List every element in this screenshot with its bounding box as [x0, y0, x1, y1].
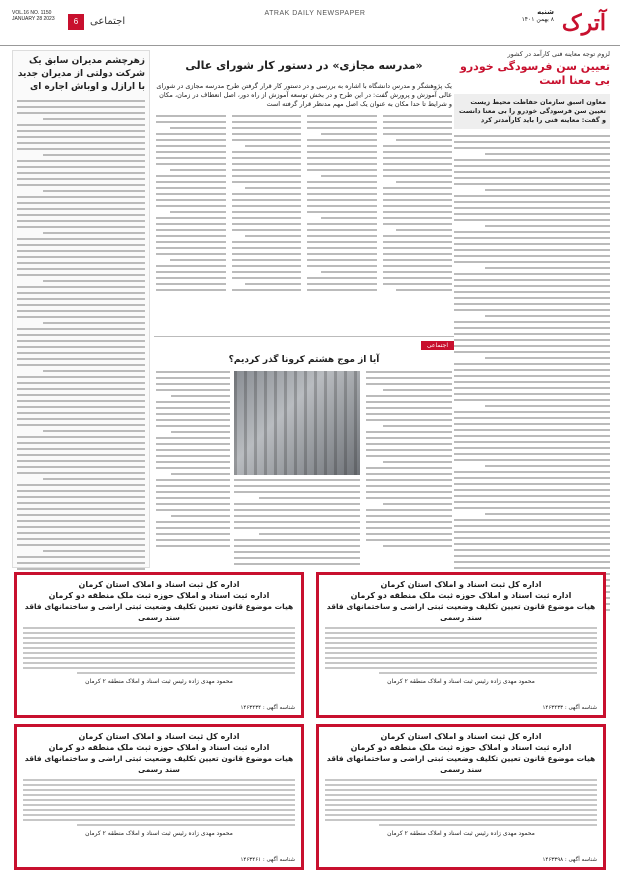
notice-office: اداره ثبت اسناد و املاک حوزه ثبت ملک منطقه دو کرمان: [350, 591, 572, 600]
category-tag: اجتماعی: [421, 341, 454, 350]
middle-top-lead: یک پژوهشگر و مدرس دانشگاه با اشاره به بررسی و در دستور کار قرار گرفتن طرح مدرسه مجازی در شورای عالی آموزش و پرورش گفت: در این طرح و در بخش توسعه آموزش از راه دور، اصل انعطاف در زمان، مکان و شرایط تا حدا مکان به عنوان یک اصل مهم مدنظر قرار گرفته است: [156, 82, 452, 108]
middle-top-headline: «مدرسه مجازی» در دستور کار شورای عالی: [185, 59, 423, 72]
legal-notice: [14, 724, 304, 870]
notice-body: [23, 779, 295, 826]
masthead: [0, 0, 620, 46]
left-article-body: [17, 100, 145, 600]
notice-body: [23, 627, 295, 674]
right-article-headline: تعیین سن فرسودگی خودرو بی معنا است: [460, 60, 610, 87]
notice-id: شناسه آگهی : ۱۴۶۳۳۹۸: [542, 857, 597, 863]
notice-signature: محمود مهدی زاده رئیس ثبت اسناد و املاک منطقه ۲ کرمان: [85, 678, 233, 685]
paper-title: ATRAK DAILY NEWSPAPER: [264, 10, 366, 17]
right-article-kicker: لزوم توجه معاینه فنی کارآمد در کشور: [507, 50, 610, 58]
notice-subject: هیات موضوع قانون تعیین تکلیف وضعیت ثبتی اراضی و ساختمانهای فاقد سند رسمی: [326, 754, 596, 774]
legal-notice: [316, 724, 606, 870]
notice-signature: محمود مهدی زاده رئیس ثبت اسناد و املاک منطقه ۲ کرمان: [387, 678, 535, 685]
volume-info: [12, 10, 66, 22]
crowd-photo: [234, 371, 360, 475]
legal-notices: [14, 572, 606, 872]
date-block: [522, 8, 554, 24]
notice-org: اداره کل ثبت اسناد و املاک استان کرمان: [380, 732, 542, 741]
notice-org: اداره کل ثبت اسناد و املاک استان کرمان: [380, 580, 542, 589]
notice-office: اداره ثبت اسناد و املاک حوزه ثبت ملک منطقه دو کرمان: [350, 743, 572, 752]
notice-body: [325, 627, 597, 674]
notice-subject: هیات موضوع قانون تعیین تکلیف وضعیت ثبتی اراضی و ساختمانهای فاقد سند رسمی: [24, 602, 294, 622]
page-number-badge: 6: [68, 14, 84, 30]
middle-bottom-body-right: [366, 371, 452, 551]
notice-signature: محمود مهدی زاده رئیس ثبت اسناد و املاک منطقه ۲ کرمان: [85, 830, 233, 837]
middle-bottom-body-left: [156, 371, 230, 551]
newspaper-logo: آترک: [561, 10, 606, 36]
right-article-body: [454, 135, 610, 611]
right-article-lead: معاون اسبق سازمان حفاظت محیط زیست تعیین سن فرسودگی خودرو را بی معنا دانست و گفت: معاینه فنی را باید کارآمدتر کرد: [454, 94, 610, 129]
notice-body: [325, 779, 597, 826]
left-article: [12, 50, 150, 568]
middle-bottom-article: [154, 336, 454, 568]
notice-subject: هیات موضوع قانون تعیین تکلیف وضعیت ثبتی اراضی و ساختمانهای فاقد سند رسمی: [326, 602, 596, 622]
date-label: ۸ بهمن ۱۴۰۱: [521, 16, 554, 23]
middle-top-article: [154, 50, 454, 332]
middle-bottom-body-center: [234, 479, 360, 569]
notice-signature: محمود مهدی زاده رئیس ثبت اسناد و املاک منطقه ۲ کرمان: [387, 830, 535, 837]
notice-id: شناسه آگهی : ۱۴۶۳۴۶۱: [240, 857, 295, 863]
notice-id: شناسه آگهی : ۱۴۶۳۴۳۳: [542, 705, 597, 711]
middle-bottom-headline: آیا از موج هشتم کرونا گذر کردیم؟: [228, 355, 380, 365]
notice-id: شناسه آگهی : ۱۴۶۳۴۳۴: [240, 705, 295, 711]
volume-label: VOL.16 NO. 1150: [12, 10, 52, 16]
english-date: JANUARY 28 2023: [12, 16, 55, 22]
day-label: شنبه: [537, 8, 554, 16]
notice-subject: هیات موضوع قانون تعیین تکلیف وضعیت ثبتی اراضی و ساختمانهای فاقد سند رسمی: [24, 754, 294, 774]
legal-notice: [316, 572, 606, 718]
notice-office: اداره ثبت اسناد و املاک حوزه ثبت ملک منطقه دو کرمان: [48, 743, 270, 752]
left-article-headline: زهرچشم مدیران سابق یک شرکت دولتی از مدیران جدید با ارازل و اوباش اجاره ای: [17, 56, 145, 92]
notice-office: اداره ثبت اسناد و املاک حوزه ثبت ملک منطقه دو کرمان: [48, 591, 270, 600]
right-article: [454, 50, 610, 568]
legal-notice: [14, 572, 304, 718]
notice-org: اداره کل ثبت اسناد و املاک استان کرمان: [78, 732, 240, 741]
notice-org: اداره کل ثبت اسناد و املاک استان کرمان: [78, 580, 240, 589]
middle-top-body: [154, 115, 454, 295]
section-label: اجتماعی: [90, 16, 126, 27]
